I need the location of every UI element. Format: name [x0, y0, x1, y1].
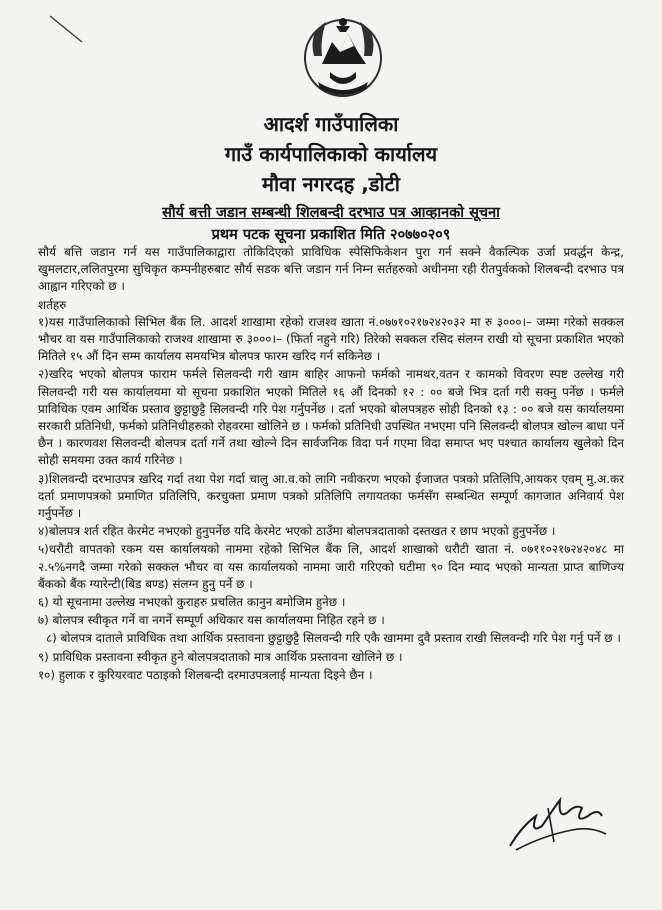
scan-mark — [48, 12, 88, 52]
condition-2: २)खरिद भएको बोलपत्र फाराम फर्मले सिलवन्दी गरी खाम बाहिर आफनो फर्मको नामथर,वतन र कामको विवरण स्पष्ट उल्लेख गरी सिलवन्दी गरी यस कार्यालयमा यो सूचना प्रकाशित भएको मितिले १६ औं दिनको १२ : ०० बजे भित्र दर्ता गरी सक्नु पर्नेछ । फर्मले प्राविधिक एवम आर्थिक प्रस्ताव छुट्टाछुट्टै सिलवन्दी गरि पेश गर्नुपर्नेछ । दर्ता भएको बोलपत्रहरु सोही दिनको १३ : ०० बजे यस कार्यालयमा सरकारी प्रतिनिधी, फर्मको प्रतिनिधीहरुको रोहवरमा खोलिने छ । फर्मको प्रतिनिधी उपस्थित नभएमा पनि सिलवन्दी बोलपत्र खोल्न बाधा पर्ने छैन । कारणवश सिलवन्दी बोलपत्र दर्ता गर्ने तथा खोल्ने दिन सार्वजनिक विदा पर्न गएमा विदा समाप्त भए पश्चात कार्यालय खुलेको दिन सोही समयमा उक्त कार्य गरिनेछ । — [38, 367, 624, 468]
condition-8: ८) बोलपत्र दाताले प्राविधिक तथा आर्थिक प्रस्तावना छुट्टाछुट्टै सिलवन्दी गरि एकै खाममा दुवै प्रस्ताव राखी सिलवन्दी गरि पेश गर्नु पर्ने छ । — [46, 631, 621, 646]
nepal-emblem-icon — [300, 12, 386, 98]
condition-4: ४)बोलपत्र शर्त रहित केरमेट नभएको हुनुपर्नेछ यदि केरमेट भएको ठाउँमा बोलपत्रदाताको दस्तखत र छाप भएको हुनुपर्नेछ । — [38, 524, 556, 539]
condition-6: ६) यो सूचनामा उल्लेख नभएको कुराहरु प्रचलित कानुन बमोजिम हुनेछ । — [38, 595, 346, 610]
intro-paragraph: सौर्य बत्ति जडान गर्न यस गाउँपालिकाद्वारा तोकिदिएको प्राविधिक स्पेसिफिकेशन पुरा गर्न सक्ने वैकल्पिक उर्जा प्रवर्द्धन केन्द्र, खुमलटार,ललितपुरमा सुचिकृत कम्पनीहरुबाट सौर्य सडक बत्ति जडान गर्न निम्न सर्तहरुको अधीनमा रही रीतपुर्वकको शिलबन्दी दरभाउ पत्र आह्वान गरिएको छ । — [38, 245, 624, 294]
condition-10: १०) हुलाक र कुरियरवाट पठाइको शिलबन्दी दरमाउपत्रलाई मान्यता दिइने छैन । — [38, 667, 373, 682]
condition-1: १)यस गाउँपालिकाको सिभिल बैंक लि. आदर्श शाखामा रहेको राजश्व खाता नं.०७७१०२१७२४२०३२ मा रु ३०००।– जम्मा गरेको सक्कल भौचर वा यस गाउँपालिकाको राजश्व शाखामा रु ३०००।– (फिर्ता नहुने गरि) तिरेको सक्कल रसिद संलग्न राखी यो सूचना प्रकाशित भएको मितिले १५ औं दिन सम्म कार्यालय समयभित्र बोलपत्र फारम खरिद गर्न सकिनेछ । — [38, 314, 624, 364]
notice-title: सौर्य बत्ती जडान सम्बन्धी शिलबन्दी दरभाउ पत्र आव्हानको सूचना — [162, 205, 500, 221]
office-name-line1: आदर्श गाउँपालिका — [263, 112, 399, 136]
condition-7: ७) बोलपत्र स्वीकृत गर्ने वा नगर्ने सम्पूर्ण अधिकार यस कार्यालयमा निहित रहने छ । — [38, 613, 385, 628]
signature-icon — [502, 786, 612, 856]
notice-body — [38, 244, 624, 685]
publication-date: प्रथम पटक सूचना प्रकाशित मिति २०७७०२०९ — [211, 227, 451, 243]
office-address: मौवा नगरदह ,डोटी — [262, 172, 400, 196]
office-name-line2: गाउँ कार्यपालिकाको कार्यालय — [224, 142, 438, 166]
condition-9: ९) प्राविधिक प्रस्तावना स्वीकृत हुने बोलपत्रदाताको मात्र आर्थिक प्रस्तावना खोलिने छ । — [38, 649, 403, 664]
condition-5: ५)धरौटी वापतको रकम यस कार्यालयको नाममा रहेको सिभिल बैंक लि, आदर्श शाखाको धरौटी खाता नं. ०७११०२१७२४२०४८ मा २.५%नगदै जम्मा गरेको सक्कल भौचर वा यस कार्यालयको नाममा जारी गरिएको घटीमा ९० दिन म्याद भएको मान्यता प्राप्त बाणिज्य बैंकको बैंक ग्यारेन्टी(बिड बण्ड) संलग्न हुनु पर्ने छ । — [38, 542, 624, 591]
condition-3: ३)शिलवन्दी दरभाउपत्र खरिद गर्दा तथा पेश गर्दा चालु आ.व.को लागि नवीकरण भएको ईजाजत पत्रको प्रतिलिपि,आयकर एवम् मु.अ.कर दर्ता प्रमाणपत्रको प्रमाणित प्रतिलिपि, करचुक्ता प्रमाण पत्रको प्रतिलिपि लगायतका फर्मसँग सम्बन्धित सम्पूर्ण कागजात अनिवार्य पेश गर्नुपर्नेछ । — [38, 471, 624, 521]
terms-heading: शर्तहरु — [38, 297, 67, 312]
